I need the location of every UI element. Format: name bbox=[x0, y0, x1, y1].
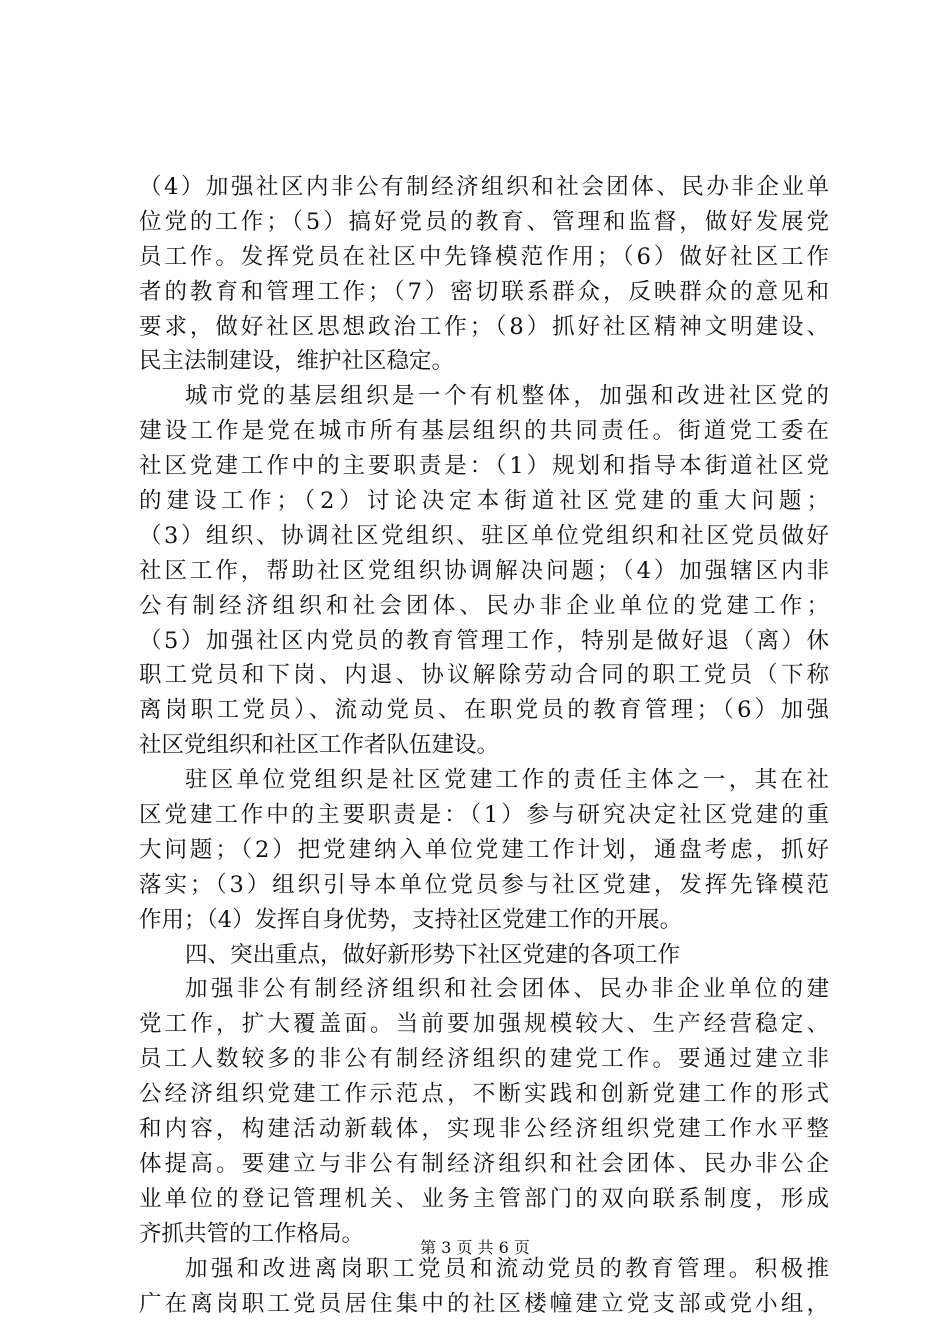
text-line: 业单位的登记管理机关、业务主管部门的双向联系制度，形成 bbox=[139, 1185, 829, 1212]
text-line: 落实；（3）组织引导本单位党员参与社区党建，发挥先锋模范 bbox=[139, 871, 829, 898]
text-line: 和内容，构建活动新载体，实现非公经济组织党建工作水平整 bbox=[139, 1116, 829, 1143]
text-line: 城市党的基层组织是一个有机整体，加强和改进社区党的 bbox=[185, 383, 829, 410]
text-line: 作用；（4）发挥自身优势，支持社区党建工作的开展。 bbox=[139, 906, 683, 933]
text-line: （3）组织、协调社区党组织、驻区单位党组织和社区党员做好 bbox=[139, 522, 829, 549]
text-line: 公有制经济组织和社会团体、民办非企业单位的党建工作； bbox=[139, 592, 829, 619]
body-text bbox=[139, 170, 829, 1321]
text-line: 员工人数较多的非公有制经济组织的建党工作。要通过建立非 bbox=[139, 1046, 829, 1073]
text-line: 加强和改进离岗职工党员和流动党员的教育管理。积极推 bbox=[185, 1255, 829, 1282]
text-line: （4）加强社区内非公有制经济组织和社会团体、民办非企业单 bbox=[139, 174, 829, 200]
text-line: 公经济组织党建工作示范点，不断实践和创新党建工作的形式 bbox=[139, 1081, 829, 1108]
text-line: 的建设工作；（2）讨论决定本街道社区党建的重大问题； bbox=[139, 488, 829, 515]
text-line: 建设工作是党在城市所有基层组织的共同责任。街道党工委在 bbox=[139, 418, 829, 445]
text-line: 区党建工作中的主要职责是：（1）参与研究决定社区党建的重 bbox=[139, 802, 829, 829]
text-line: 位党的工作；（5）搞好党员的教育、管理和监督，做好发展党 bbox=[139, 208, 829, 235]
text-line: 社区工作，帮助社区党组织协调解决问题；（4）加强辖区内非 bbox=[139, 557, 829, 584]
text-line: 职工党员和下岗、内退、协议解除劳动合同的职工党员（下称 bbox=[139, 662, 829, 689]
text-line: 齐抓共管的工作格局。 bbox=[139, 1220, 365, 1247]
text-line: 民主法制建设，维护社区稳定。 bbox=[139, 348, 455, 375]
text-line: 要求，做好社区思想政治工作；（8）抓好社区精神文明建设、 bbox=[139, 313, 829, 340]
text-line: 离岗职工党员）、流动党员、在职党员的教育管理；（6）加强 bbox=[139, 697, 829, 724]
text-line: 驻区单位党组织是社区党建工作的责任主体之一，其在社 bbox=[185, 767, 829, 794]
text-line: （5）加强社区内党员的教育管理工作，特别是做好退（离）休 bbox=[139, 627, 829, 654]
text-line: 大问题；（2）把党建纳入单位党建工作计划，通盘考虑，抓好 bbox=[139, 836, 829, 863]
text-line: 加强非公有制经济组织和社会团体、民办非企业单位的建 bbox=[185, 976, 829, 1003]
section-heading: 四、突出重点，做好新形势下社区党建的各项工作 bbox=[185, 941, 681, 968]
text-line: 党工作，扩大覆盖面。当前要加强规模较大、生产经营稳定、 bbox=[139, 1011, 829, 1038]
text-line: 社区党组织和社区工作者队伍建设。 bbox=[139, 732, 500, 759]
text-line: 社区党建工作中的主要职责是：（1）规划和指导本街道社区党 bbox=[139, 453, 829, 480]
page-number-footer: 第 3 页 共 6 页 bbox=[420, 1238, 530, 1257]
text-line: 者的教育和管理工作；（7）密切联系群众，反映群众的意见和 bbox=[139, 278, 829, 305]
text-line: 员工作。发挥党员在社区中先锋模范作用；（6）做好社区工作 bbox=[139, 243, 829, 270]
text-line: 体提高。要建立与非公有制经济组织和社会团体、民办非公企 bbox=[139, 1150, 829, 1177]
text-line: 广在离岗职工党员居住集中的社区楼幢建立党支部或党小组， bbox=[139, 1290, 829, 1317]
